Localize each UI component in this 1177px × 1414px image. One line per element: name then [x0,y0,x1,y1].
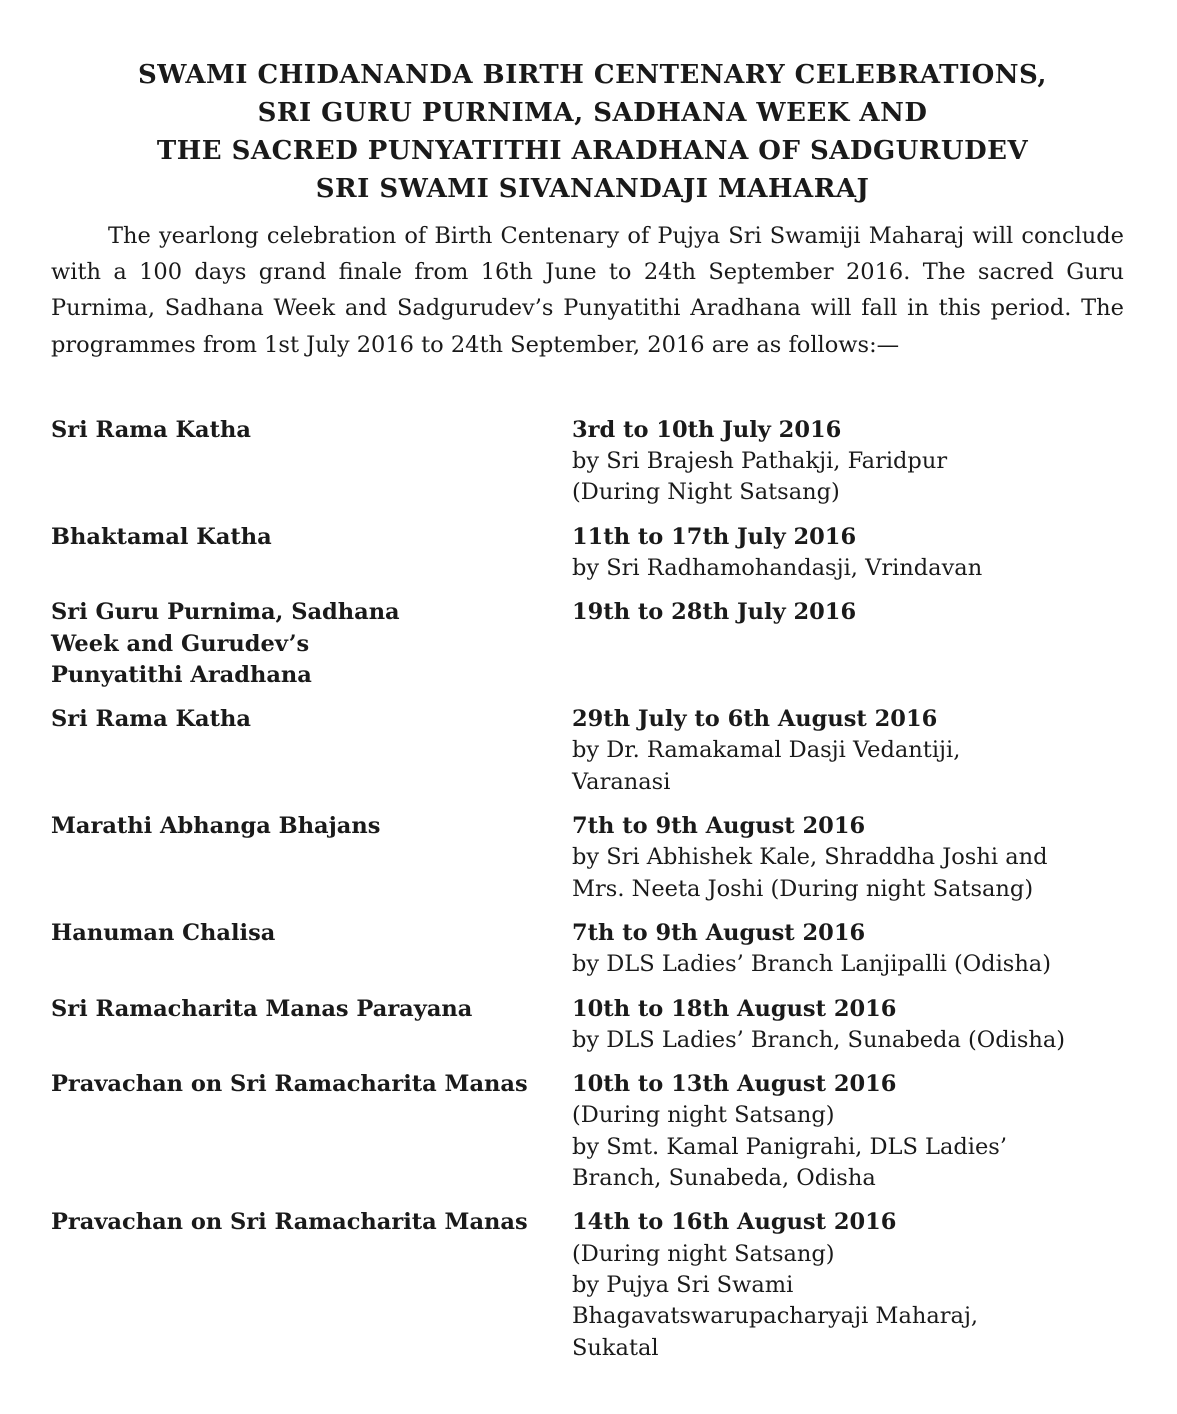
event-details [572,522,1124,585]
event-detail-line: Branch, Sunabeda, Odisha [572,1165,876,1192]
event-detail-line: by Smt. Kamal Panigrahi, DLS Ladies’ [572,1133,1007,1160]
event-details [572,811,1124,905]
programme-schedule [51,415,1124,1364]
event-name-line: Week and Gurudev’s [51,630,310,657]
event-details [572,704,1124,798]
schedule-row [51,415,1124,509]
event-detail-line: Sukatal [572,1334,659,1361]
schedule-row [51,918,1124,981]
event-detail-line: (During night Satsang) [572,1240,835,1267]
event-detail-line: Varanasi [572,768,671,795]
event-details [572,1069,1124,1194]
event-date: 3rd to 10th July 2016 [572,416,842,443]
event-name-line: Bhaktamal Katha [51,523,272,550]
schedule-row [51,597,1124,691]
title-line: SWAMI CHIDANANDA BIRTH CENTENARY CELEBRATIONS, [138,60,1047,90]
event-name-line: Sri Rama Katha [51,706,251,733]
event-name-line: Hanuman Chalisa [51,919,276,946]
schedule-row [51,811,1124,905]
event-date: 10th to 13th August 2016 [572,1071,897,1098]
event-detail-line: Bhagavatswarupacharyaji Maharaj, [572,1303,979,1330]
event-detail-line: by Sri Abhishek Kale, Shraddha Joshi and [572,844,1048,871]
event-name-line: Punyatithi Aradhana [51,661,312,688]
event-detail-line: by Sri Radhamohandasji, Vrindavan [572,555,983,581]
event-details [572,1207,1124,1363]
event-detail-line: by DLS Ladies’ Branch Lanjipalli (Odisha) [572,951,1052,978]
event-detail-line: by DLS Ladies’ Branch, Sunabeda (Odisha) [572,1026,1066,1053]
schedule-row [51,1207,1124,1363]
event-details [572,994,1124,1057]
event-date: 11th to 17th July 2016 [572,523,857,550]
event-date: 14th to 16th August 2016 [572,1209,897,1236]
event-name [51,918,572,981]
schedule-row [51,1069,1124,1194]
event-name [51,811,572,905]
event-name [51,994,572,1057]
intro-paragraph: The yearlong celebration of Birth Centenary of Pujya Sri Swamiji Maharaj will conclude with a 100 days grand finale from 16th June to 24th September 2016. The sacred Guru Purnima, Sadhana Week and Sadgurudev’s Punyatithi Aradhana will fall in this period. The programmes from 1st July 2016 to 24th September, 2016 are as follows:— [51,223,1124,358]
event-name [51,597,572,691]
event-name-line: Sri Guru Purnima, Sadhana [51,599,400,626]
event-date: 29th July to 6th August 2016 [572,706,938,733]
event-name-line: Pravachan on Sri Ramacharita Manas [51,1209,528,1236]
event-detail-line: (During night Satsang) [572,1102,835,1129]
event-name [51,1069,572,1194]
event-name [51,1207,572,1363]
schedule-row [51,704,1124,798]
event-name-line: Sri Ramacharita Manas Parayana [51,995,473,1022]
schedule-row [51,994,1124,1057]
event-name-line: Sri Rama Katha [51,416,251,443]
schedule-row [51,522,1124,585]
event-name-line: Marathi Abhanga Bhajans [51,813,381,840]
event-name [51,415,572,509]
event-detail-line: by Dr. Ramakamal Dasji Vedantiji, [572,737,961,764]
title-line: THE SACRED PUNYATITHI ARADHANA OF SADGURUDEV [156,136,1029,166]
title-line: SRI SWAMI SIVANANDAJI MAHARAJ [315,174,870,204]
event-date: 7th to 9th August 2016 [572,919,866,946]
event-name [51,704,572,798]
event-date: 7th to 9th August 2016 [572,813,866,840]
event-name-line: Pravachan on Sri Ramacharita Manas [51,1071,528,1098]
event-date: 19th to 28th July 2016 [572,599,857,626]
event-name [51,522,572,585]
event-details [572,597,1124,691]
document-page [51,56,1124,1377]
event-detail-line: by Sri Brajesh Pathakji, Faridpur [572,448,948,475]
event-detail-line: (During Night Satsang) [572,479,840,506]
document-title [51,56,1124,208]
event-detail-line: Mrs. Neeta Joshi (During night Satsang) [572,875,1034,902]
event-details [572,918,1124,981]
event-detail-line: by Pujya Sri Swami [572,1271,794,1298]
title-line: SRI GURU PURNIMA, SADHANA WEEK AND [257,98,928,128]
event-date: 10th to 18th August 2016 [572,995,897,1022]
event-details [572,415,1124,509]
